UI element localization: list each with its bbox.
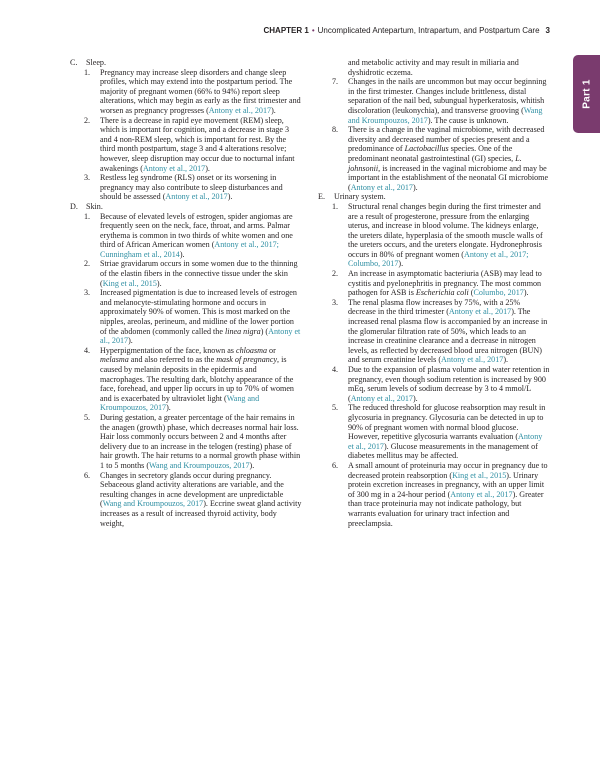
citation-link[interactable]: Antony et al., 2017: [350, 182, 413, 192]
item-number: 1.: [84, 211, 91, 221]
item-text: ).: [227, 192, 233, 202]
citation-link[interactable]: Wang and Kroumpouzos, 2017: [348, 105, 543, 125]
item-text: and metabolic activity and may result in miliaria and dyshidrotic eczema.: [348, 58, 519, 77]
section-letter: E.: [318, 192, 325, 202]
item-text: ). Glucose measurements in the management of diabetes mellitus may be affected.: [348, 441, 538, 461]
chapter-title: Uncomplicated Antepartum, Intrapartum, and Postpartum Care: [317, 26, 540, 35]
citation-link[interactable]: Antony et al., 2017: [450, 489, 513, 499]
list-item: [84, 413, 302, 471]
item-text: ).: [398, 259, 404, 269]
section-letter: C.: [70, 58, 78, 67]
item-text: ).: [128, 336, 133, 346]
list-item: [332, 77, 550, 125]
list-item: [332, 403, 550, 461]
item-number: 8.: [332, 125, 339, 135]
italic-term: L. johnsonii: [348, 153, 522, 173]
item-number: 3.: [332, 297, 339, 307]
list-item: [84, 288, 302, 346]
item-text: ).: [412, 182, 418, 192]
item-text: The renal plasma flow increases by 75%, with a 25% decrease in the third trimester (: [348, 297, 521, 317]
citation-link[interactable]: Wang and Kroumpouzos, 2017: [149, 460, 250, 470]
citation-link[interactable]: King et al., 2015: [102, 278, 157, 288]
item-text: Changes in secretory glands occur during pregnancy. Sebaceous gland activity alterations are variable, and the resulting changes in acne development are unpredictable (: [100, 470, 284, 509]
separator-dot: •: [311, 26, 315, 35]
section-letter: D.: [70, 201, 78, 211]
citation-link[interactable]: Antony et al., 2017: [165, 192, 228, 202]
item-text: Increased pigmentation is due to increased levels of estrogen and melanocyte-stimulating hormone and occurs in approximately 90% of women. This is most marked on the nipples, areolas, perineum, and midline of the lower portion of the abdomen (commonly called the: [100, 288, 297, 336]
citation-link[interactable]: Antony et al., 2017: [348, 432, 543, 451]
item-text: Restless leg syndrome (RLS) onset or its worsening in pregnancy may also contribute to sleep disturbances and should be assessed (: [100, 173, 283, 202]
italic-term: mask of pregnancy: [216, 355, 278, 365]
item-text: Because of elevated levels of estrogen, spider angiomas are frequently seen on the neck, face, throat, and arms. Palmar erythema is common in two thirds of white women and one third of African American women (: [100, 211, 293, 250]
citation-link[interactable]: Antony et al., 2017: [208, 105, 272, 115]
item-number: 5.: [332, 403, 339, 413]
list-item: [84, 173, 302, 202]
list-item: [84, 68, 302, 116]
item-text: ). The increased renal plasma flow is accompanied by an increase in the glomerular filtration rate of 50%, which leads to an increase in creatinine clearance and a decrease in nitrogen levels, as reflected by decreased blood urea nitrogen (BUN) and serum creatinine levels (: [348, 307, 548, 365]
list-item: [332, 202, 550, 269]
item-number: 2.: [84, 115, 91, 125]
item-text: , is caused by melanin deposits in the epidermis and macrophages. The resulting dark, blotchy appearance of the face, forehead, and upper lip occurs in up to 70% of women and is exacerbated by ultraviolet light (: [100, 355, 294, 403]
item-text: Striae gravidarum occurs in some women due to the thinning of the elastin fibers in the connective tissue under the skin (: [100, 259, 298, 288]
citation-link[interactable]: Antony et al., 2017: [142, 163, 206, 173]
item-number: 4.: [332, 365, 339, 374]
section-title: Skin.: [86, 201, 103, 211]
list-item: [84, 471, 302, 529]
item-text: There is a change in the vaginal microbiome, with decreased diversity and decreased number of species present and a predominance of: [348, 125, 545, 154]
item-text: ).: [156, 278, 162, 288]
item-number: 7.: [332, 77, 339, 87]
list-item-continued: [332, 58, 550, 77]
chapter-label: CHAPTER 1: [263, 26, 309, 35]
page-number: 3: [545, 26, 550, 35]
citation-link[interactable]: Wang and Kroumpouzos, 2017: [100, 393, 260, 413]
running-header: [150, 26, 550, 35]
citation-link[interactable]: Antony et al., 2017; Cunningham et al., 2014: [100, 240, 279, 259]
item-number: 2.: [332, 269, 339, 279]
item-text: ).: [503, 355, 509, 365]
item-text: or: [267, 345, 276, 355]
item-text: ).: [271, 105, 276, 115]
list-item: [332, 298, 550, 365]
item-text: ). Greater than trace proteinuria may not indicate pathology, but warrants evaluation for urinary tract infection and preeclampsia.: [348, 489, 544, 528]
right-column: [318, 58, 550, 528]
item-number: 1.: [332, 201, 339, 211]
left-column: [70, 58, 302, 528]
item-text: During gestation, a greater percentage of the hair remains in the anagen (growth) phase, which decreases normal hair loss. Hair loss commonly occurs between 2 and 4 months after delivery due to an increase in the telogen (resting) phase of hair growth. The hair returns to a normal growth phase within 1 to 5 months (: [100, 412, 301, 470]
list-item: [84, 346, 302, 413]
item-text: ).: [523, 288, 529, 298]
item-text: ).: [166, 403, 171, 413]
item-number: 1.: [84, 67, 91, 77]
part-tab-label: Part 1: [581, 79, 592, 109]
item-text: ). Urinary protein excretion increases in pregnancy, with an upper limit of 300 mg in a 24-hour period (: [348, 470, 545, 499]
item-text: Changes in the nails are uncommon but may occur beginning in the first trimester. Changes include brittleness, distal separation of the nail bed, subungual hyperkeratosis, whitish discoloration (leukonychia), and transverse grooving (: [348, 77, 547, 115]
italic-term: Lactobacillus: [404, 144, 449, 154]
item-text: ).: [412, 393, 418, 403]
citation-link[interactable]: Columbo, 2017: [473, 288, 524, 298]
italic-term: melasma: [100, 355, 129, 365]
italic-term: linea nigra: [224, 326, 261, 336]
item-number: 6.: [332, 460, 339, 470]
section-e: [318, 192, 550, 528]
list-item: [332, 461, 550, 528]
item-number: 6.: [84, 470, 91, 480]
citation-link[interactable]: Antony et al., 2017; Columbo, 2017: [348, 249, 529, 269]
item-number: 2.: [84, 259, 91, 269]
item-text: ).: [249, 460, 255, 470]
list-item: [332, 269, 550, 298]
item-text: Due to the expansion of plasma volume and water retention in pregnancy, even though sodium retention is increased by 900 mEq, serum levels of sodium decrease by 3 to 4 mmol/L (: [348, 365, 550, 403]
item-text: Pregnancy may increase sleep disorders and change sleep profiles, which may extend into the postpartum period. The majority of pregnant women (66% to 94%) report sleep alterations, which may begin as early as the first trimester and worsen as pregnancy progresses (: [100, 67, 301, 115]
item-number: 5.: [84, 412, 91, 422]
list-item: [332, 365, 550, 403]
citation-link[interactable]: Antony et al., 2017: [350, 393, 413, 403]
citation-link[interactable]: Wang and Kroumpouzos, 2017: [102, 499, 204, 509]
italic-term: Escherichia coli: [415, 288, 469, 298]
item-number: 3.: [84, 173, 91, 183]
list-item: [332, 125, 550, 192]
part-side-tab: [573, 55, 600, 133]
item-text: An increase in asymptomatic bacteriuria (ASB) may lead to cystitis and pyelonephritis in pregnancy. The most common pathogen for ASB is: [348, 269, 542, 298]
item-text: , is increased in the vaginal microbiome and may be important in the establishment of the neonatal GI microbiome (: [348, 163, 549, 192]
item-text: ).: [179, 249, 185, 259]
item-text: species. One of the predominant neonatal gastrointestinal (GI) species,: [348, 144, 516, 163]
italic-term: chloasma: [235, 345, 268, 355]
citation-link[interactable]: Antony et al., 2017: [448, 307, 512, 317]
citation-link[interactable]: Antony et al., 2017: [441, 355, 504, 365]
item-text: The reduced threshold for glucose reabsorption may result in glycosuria in pregnancy. Glycosuria can be detected in up to 90% of pregnant women with normal blood glucose. However, repetitive glycosuria warrants evaluation (: [348, 403, 546, 442]
item-number: 3.: [84, 288, 91, 298]
list-item: [84, 259, 302, 288]
item-number: 4.: [84, 345, 91, 355]
citation-link[interactable]: King et al., 2015: [452, 470, 507, 480]
section-d: [70, 202, 302, 528]
item-text: A small amount of proteinuria may occur in pregnancy due to decreased protein reabsorption (: [348, 460, 548, 480]
item-text: Structural renal changes begin during the first trimester and are a result of progesterone, pressure from the enlarging uterus, and increase in blood volume. The kidneys enlarge, the ureters dilate, hyperplasia of the smooth muscle walls of the ureters occurs, and the ureters elongate. Hydronephrosis occurs in 80% of pregnant women (: [348, 201, 543, 259]
list-item: [84, 116, 302, 174]
section-title: Urinary system.: [334, 192, 386, 202]
item-text: ).: [205, 163, 210, 173]
item-text: and also referred to as the: [128, 355, 217, 365]
section-title: Sleep.: [86, 58, 107, 67]
item-text: (: [468, 288, 474, 298]
item-text: ) (: [260, 326, 269, 336]
item-text: ). Eccrine sweat gland activity increases as a result of increased thyroid activity, body weight,: [100, 499, 302, 528]
section-d-continued: [318, 58, 550, 192]
item-text: ). The cause is unknown.: [427, 115, 509, 125]
item-text: There is a decrease in rapid eye movement (REM) sleep, which is important for cognition, and a decrease in stage 3 and 4 non-REM sleep, which is important for rest. By the third month postpartum, stage 3 and 4 alterations resolve; however, sleep disruption may occur due to nocturnal infant awakenings (: [100, 115, 295, 173]
citation-link[interactable]: Antony et al., 2017: [100, 326, 301, 346]
section-c: [70, 58, 302, 202]
list-item: [84, 212, 302, 260]
item-text: Hyperpigmentation of the face, known as: [100, 345, 236, 355]
